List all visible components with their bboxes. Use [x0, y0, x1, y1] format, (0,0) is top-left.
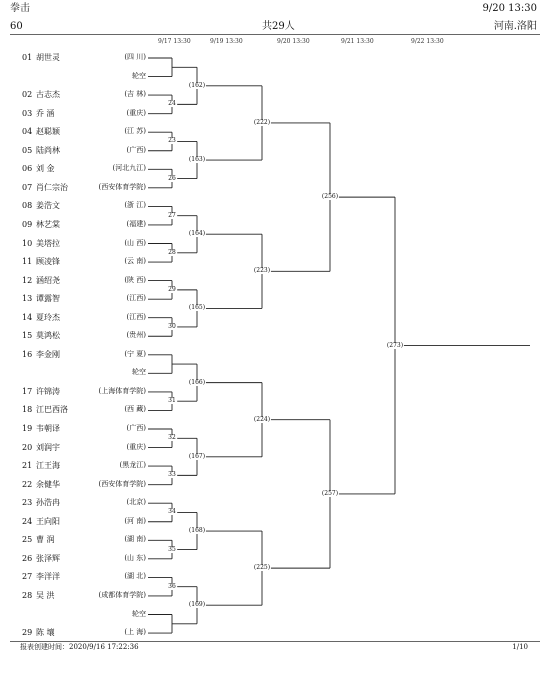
- athlete-name: 涵绍尧: [36, 275, 60, 285]
- athlete-name: 张泽辉: [36, 553, 60, 563]
- match-number: (223): [253, 267, 271, 275]
- athlete-name: 吴 洪: [36, 590, 55, 600]
- athlete-name: 孙浩冉: [36, 498, 60, 508]
- match-number: (164): [188, 230, 206, 238]
- athlete-number: 18: [22, 405, 33, 415]
- athlete-number: 04: [22, 127, 33, 137]
- match-number: (256): [321, 193, 339, 201]
- athlete-name: 韦朝译: [36, 424, 60, 433]
- athlete-name: 肖仁宗治: [36, 182, 68, 192]
- athlete-team: (江西): [126, 294, 146, 303]
- athlete-name: 李金刚: [36, 349, 60, 359]
- athlete-team: (上 海): [124, 628, 146, 637]
- athlete-number: 01: [22, 53, 33, 62]
- athlete-name: 古志杰: [36, 90, 60, 100]
- venue: 河南.洛阳: [493, 21, 537, 32]
- athlete-name: 刘 金: [36, 164, 55, 174]
- round-4-date: 9/21 13:30: [341, 38, 374, 45]
- athlete-team: (宁 夏): [124, 349, 146, 358]
- match-number: (224): [253, 415, 271, 423]
- match-number: 26: [168, 174, 176, 182]
- athlete-team: (陕 西): [124, 275, 146, 284]
- athlete-team: (河北九江): [112, 164, 146, 173]
- round-3-date: 9/20 13:30: [277, 38, 310, 45]
- athlete-number: 25: [22, 535, 33, 545]
- athlete-number: 29: [22, 628, 33, 638]
- athlete-number: 13: [22, 294, 33, 304]
- match-number: 32: [168, 434, 176, 442]
- page-number: 1/10: [512, 643, 528, 651]
- athlete-team: (湖 北): [124, 572, 146, 581]
- athlete-number: 09: [22, 219, 33, 229]
- match-number: (162): [188, 81, 206, 89]
- athlete-team: (上海体育学院): [98, 386, 146, 395]
- match-number: (168): [188, 527, 206, 535]
- athlete-name: 姜浩文: [36, 201, 60, 211]
- athlete-count: 共29人: [262, 21, 295, 32]
- athlete-name: 李洋洋: [36, 572, 60, 582]
- bye-slot: 轮空: [132, 71, 146, 80]
- athlete-number: 28: [22, 590, 33, 600]
- athlete-number: 27: [22, 572, 33, 582]
- athlete-team: (福建): [126, 219, 146, 228]
- athlete-name: 乔 涵: [36, 108, 55, 118]
- round-2-date: 9/19 13:30: [210, 38, 243, 45]
- athlete-number: 08: [22, 201, 33, 211]
- match-number: 33: [168, 471, 176, 479]
- athlete-team: (广西): [126, 145, 146, 154]
- athlete-number: 23: [22, 498, 33, 508]
- athlete-team: (河 南): [124, 516, 146, 525]
- athlete-number: 02: [22, 90, 33, 100]
- athlete-team: (西安体育学院): [98, 479, 146, 488]
- athlete-number: 10: [22, 238, 33, 248]
- bye-slot: 轮空: [132, 368, 146, 377]
- event-datetime: 9/20 13:30: [482, 3, 537, 14]
- athlete-name: 夏玲杰: [36, 312, 60, 322]
- match-number: (167): [188, 452, 206, 460]
- athlete-team: (浙 江): [124, 201, 146, 210]
- athlete-name: 江巴西洛: [36, 405, 68, 415]
- match-number: 29: [168, 285, 176, 293]
- athlete-team: (江 苏): [124, 127, 146, 136]
- athlete-number: 11: [22, 257, 33, 267]
- athlete-team: (云 南): [124, 257, 146, 266]
- match-number: 24: [168, 100, 176, 108]
- match-number: (225): [253, 564, 271, 572]
- bye-slot: 轮空: [132, 609, 146, 618]
- athlete-team: (吉 林): [124, 90, 146, 99]
- athlete-number: 19: [22, 424, 33, 433]
- athlete-team: (湖 南): [124, 535, 146, 544]
- match-number: 28: [168, 248, 176, 256]
- athlete-number: 17: [22, 386, 33, 396]
- athlete-number: 22: [22, 479, 33, 489]
- athlete-name: 林艺棠: [36, 219, 60, 229]
- athlete-number: 12: [22, 275, 33, 285]
- athlete-team: (黑龙江): [119, 461, 146, 470]
- athlete-team: (四 川): [124, 53, 146, 61]
- athlete-name: 美塔拉: [36, 238, 60, 248]
- athlete-team: (江西): [126, 312, 146, 321]
- event-name: 拳击: [10, 3, 30, 14]
- athlete-number: 14: [22, 312, 33, 322]
- weight-class: 60: [10, 21, 23, 32]
- match-number: 23: [168, 137, 176, 145]
- athlete-name: 莫鸿松: [36, 331, 60, 341]
- athlete-name: 谭露智: [36, 294, 60, 304]
- match-number: (222): [253, 118, 271, 126]
- athlete-number: 21: [22, 461, 33, 471]
- athlete-team: (广西): [126, 424, 146, 432]
- athlete-number: 20: [22, 442, 33, 452]
- athlete-name: 刘润宇: [36, 442, 60, 452]
- athlete-name: 余健华: [36, 479, 60, 489]
- match-number: (165): [188, 304, 206, 312]
- footer-divider: [10, 641, 540, 642]
- athlete-name: 曹 润: [36, 535, 55, 545]
- athlete-name: 王向阳: [36, 516, 60, 526]
- athlete-name: 赵聪颖: [36, 127, 60, 137]
- match-number: (166): [188, 378, 206, 386]
- athlete-name: 江王海: [36, 461, 60, 471]
- match-number: 27: [168, 211, 176, 219]
- athlete-team: (重庆): [126, 108, 146, 117]
- report-created-time: 报表创建时间：2020/9/16 17:22:36: [20, 643, 139, 651]
- athlete-team: (成都体育学院): [98, 590, 146, 599]
- round-1-date: 9/17 13:30: [158, 38, 191, 45]
- athlete-number: 06: [22, 164, 33, 174]
- round-5-date: 9/22 13:30: [411, 38, 444, 45]
- athlete-team: (西 藏): [124, 405, 146, 414]
- match-number: (163): [188, 156, 206, 164]
- athlete-team: (西安体育学院): [98, 182, 146, 191]
- athlete-name: 顾凌锋: [36, 257, 60, 267]
- athlete-team: (贵州): [126, 331, 146, 340]
- athlete-team: (山 东): [124, 553, 146, 562]
- athlete-number: 07: [22, 182, 33, 192]
- match-number: 35: [168, 545, 176, 553]
- match-number: 34: [168, 508, 176, 516]
- athlete-team: (山 西): [124, 238, 146, 247]
- athlete-team: (北京): [126, 498, 146, 507]
- athlete-number: 16: [22, 349, 33, 359]
- match-number: (257): [321, 489, 339, 497]
- athlete-name: 陆尚林: [36, 145, 60, 155]
- match-number: 31: [168, 397, 176, 405]
- match-number: (169): [188, 601, 206, 609]
- athlete-number: 05: [22, 145, 33, 155]
- match-number: 36: [168, 582, 176, 590]
- athlete-number: 26: [22, 553, 33, 563]
- athlete-number: 24: [22, 516, 33, 526]
- athlete-name: 胡世灵: [36, 53, 60, 62]
- athlete-number: 15: [22, 331, 33, 341]
- match-number: 30: [168, 322, 176, 330]
- athlete-team: (重庆): [126, 442, 146, 451]
- athlete-number: 03: [22, 108, 33, 118]
- match-number: (273): [386, 341, 404, 349]
- athlete-name: 陈 壤: [36, 628, 55, 638]
- athlete-name: 许锦涛: [36, 386, 60, 396]
